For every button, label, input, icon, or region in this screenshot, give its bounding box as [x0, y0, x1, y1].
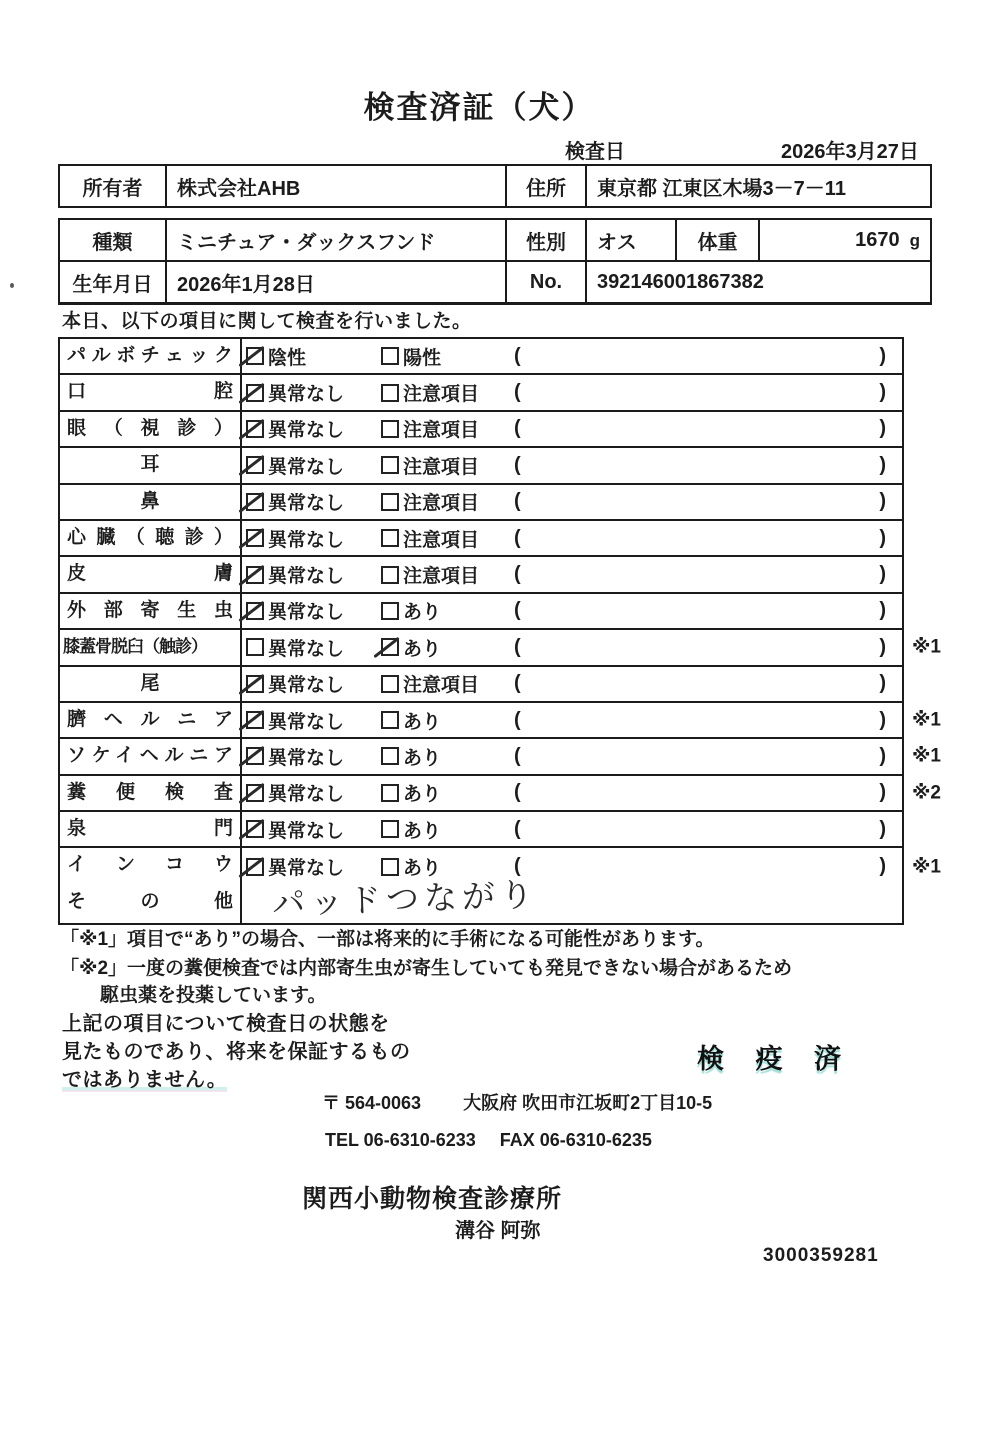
option-label: 異常なし — [268, 420, 345, 442]
option-label: 注意項目 — [403, 384, 480, 406]
inspection-row — [60, 339, 902, 375]
checkbox[interactable] — [381, 747, 399, 765]
option-label: 異常なし — [268, 820, 345, 842]
paren-open: ( — [514, 855, 521, 878]
check-slash-mark — [238, 710, 264, 731]
checkbox[interactable] — [246, 820, 264, 838]
paren-open: ( — [514, 635, 521, 658]
serial-number: 3000359281 — [763, 1245, 879, 1266]
footnote-ref: ※2 — [911, 782, 941, 804]
checkbox[interactable] — [381, 384, 399, 402]
checkbox[interactable] — [246, 456, 264, 474]
option-1 — [242, 488, 377, 515]
remarks-field — [512, 381, 902, 404]
paren-open: ( — [514, 490, 521, 513]
remarks-field — [512, 454, 902, 477]
footnote-ref: ※1 — [911, 745, 941, 767]
remarks-field — [512, 672, 902, 695]
breed-value: ミニチュア・ダックスフンド — [166, 219, 506, 261]
remarks-field — [512, 563, 902, 586]
option-label: 異常なし — [268, 675, 345, 697]
inspection-row-options — [242, 703, 902, 737]
weight-label: 体重 — [676, 219, 759, 261]
remarks-field — [512, 345, 902, 368]
option-2 — [377, 343, 512, 370]
address-label: 住所 — [506, 165, 586, 207]
checkbox[interactable] — [246, 384, 264, 402]
check-slash-mark — [238, 673, 264, 694]
page-title: 検査済証（犬） — [363, 90, 595, 125]
inspection-row — [60, 630, 941, 666]
paren-close: ) — [879, 344, 886, 367]
option-1 — [242, 634, 377, 661]
checkbox[interactable] — [246, 602, 264, 620]
inspection-row-options — [242, 630, 902, 664]
check-slash-mark — [238, 856, 264, 877]
disclaimer-line-3: ではありません。 — [62, 1063, 227, 1092]
check-slash-mark — [238, 492, 264, 513]
checkbox[interactable] — [381, 493, 399, 511]
inspection-row — [60, 412, 902, 448]
inspection-row-options — [242, 776, 902, 810]
option-label: あり — [403, 784, 442, 806]
paren-close: ) — [879, 817, 886, 840]
checkbox[interactable] — [246, 347, 264, 365]
option-label: あり — [403, 638, 442, 660]
option-1 — [242, 343, 377, 370]
option-label: あり — [403, 820, 442, 842]
inspection-item-label: 心臓（聴診） — [60, 521, 242, 555]
clinic-name: 関西小動物検査診療所 — [302, 1185, 563, 1213]
option-label: 注意項目 — [403, 456, 480, 478]
check-slash-mark — [238, 783, 264, 804]
option-2 — [377, 379, 512, 406]
option-label: 異常なし — [268, 529, 345, 551]
paren-close: ) — [879, 781, 886, 804]
paren-open: ( — [514, 744, 521, 767]
inspection-row — [60, 776, 941, 812]
checkbox[interactable] — [381, 420, 399, 438]
footnote-ref: ※1 — [911, 636, 941, 658]
option-2 — [377, 488, 512, 515]
option-label: あり — [403, 858, 442, 880]
check-slash-mark — [238, 528, 264, 549]
paren-close: ) — [879, 490, 886, 513]
option-label: 陽性 — [403, 347, 442, 369]
option-1 — [242, 525, 377, 552]
checkbox[interactable] — [381, 820, 399, 838]
option-label: 注意項目 — [403, 529, 480, 551]
paren-close: ) — [879, 381, 886, 404]
scan-artifact-dot — [10, 283, 14, 288]
inspection-date-label: 検査日 — [565, 141, 625, 163]
clinic-address-line — [322, 1089, 712, 1115]
paren-open: ( — [514, 344, 521, 367]
inspection-row-options — [242, 412, 902, 446]
footnote-ref: ※1 — [911, 709, 941, 731]
checkbox[interactable] — [381, 602, 399, 620]
option-1 — [242, 670, 377, 697]
inspection-row-options — [242, 448, 902, 482]
checkbox[interactable] — [246, 420, 264, 438]
sex-value: オス — [586, 219, 676, 261]
inspection-item-label: 鼻 — [60, 485, 242, 519]
paren-close: ) — [879, 744, 886, 767]
paren-open: ( — [514, 381, 521, 404]
option-label: 注意項目 — [403, 493, 480, 515]
check-slash-mark — [238, 382, 264, 403]
paren-open: ( — [514, 672, 521, 695]
clinic-fax: FAX 06-6310-6235 — [499, 1130, 652, 1150]
remarks-field — [512, 490, 902, 513]
option-label: 異常なし — [268, 602, 345, 624]
footnote-1: 「※1」項目で“あり”の場合、一部は将来的に手術になる可能性があります。 — [60, 929, 715, 950]
inspection-row — [60, 448, 902, 484]
examiner-name: 溝谷 阿弥 — [455, 1220, 541, 1242]
remarks-field — [512, 417, 902, 440]
option-label: 異常なし — [268, 493, 345, 515]
option-2 — [377, 634, 512, 661]
address-value: 東京都 江東区木場3－7－11 — [586, 165, 931, 207]
birthdate-value: 2026年1月28日 — [166, 261, 506, 304]
checkbox[interactable] — [246, 858, 264, 876]
option-2 — [377, 452, 512, 479]
inspection-row — [60, 485, 902, 521]
weight-number: 1670 — [855, 228, 900, 251]
inspection-item-label: 糞便検査 — [60, 776, 242, 810]
inspection-item-label: 尾 — [60, 667, 242, 701]
option-1 — [242, 597, 377, 624]
option-label: 異常なし — [268, 747, 345, 769]
inspection-row — [60, 739, 941, 775]
check-slash-mark — [238, 346, 264, 367]
option-2 — [377, 670, 512, 697]
checkbox[interactable] — [246, 493, 264, 511]
inspection-item-label: 眼（視診） — [60, 412, 242, 446]
remarks-field — [512, 781, 902, 804]
remarks-field — [512, 636, 902, 659]
option-label: 異常なし — [268, 711, 345, 733]
remarks-field — [512, 599, 902, 622]
option-1 — [242, 415, 377, 442]
owner-value: 株式会社AHB — [166, 165, 506, 207]
option-label: 異常なし — [268, 784, 345, 806]
paren-close: ) — [879, 635, 886, 658]
inspection-row — [60, 667, 902, 703]
paren-close: ) — [879, 672, 886, 695]
inspection-row — [60, 375, 902, 411]
disclaimer-line-1: 上記の項目について検査日の状態を — [62, 1013, 390, 1035]
remarks-field — [512, 709, 902, 732]
paren-close: ) — [879, 417, 886, 440]
check-slash-mark — [238, 455, 264, 476]
owner-table — [58, 164, 932, 208]
check-slash-mark — [238, 419, 264, 440]
inspection-item-label: 臍ヘルニア — [60, 703, 242, 737]
inspection-rows — [60, 339, 941, 885]
checkbox[interactable] — [381, 675, 399, 693]
inspection-row-options — [242, 339, 902, 373]
option-label: あり — [403, 602, 442, 624]
option-1 — [242, 779, 377, 806]
remarks-field — [512, 818, 902, 841]
option-1 — [242, 816, 377, 843]
inspection-row — [60, 703, 941, 739]
paren-open: ( — [514, 708, 521, 731]
option-label: 異常なし — [268, 384, 345, 406]
intro-text: 本日、以下の項目に関して検査を行いました。 — [62, 311, 472, 332]
paren-open: ( — [514, 453, 521, 476]
inspection-table — [58, 337, 941, 925]
checkbox[interactable] — [381, 784, 399, 802]
no-label: No. — [506, 261, 586, 304]
option-2 — [377, 561, 512, 588]
option-label: 陰性 — [268, 347, 307, 369]
remarks-field — [512, 745, 902, 768]
option-2 — [377, 525, 512, 552]
paren-close: ) — [879, 453, 886, 476]
paren-close: ) — [879, 708, 886, 731]
paren-open: ( — [514, 563, 521, 586]
inspection-item-label: 口腔 — [60, 375, 242, 409]
option-label: 注意項目 — [403, 420, 480, 442]
option-1 — [242, 743, 377, 770]
option-label: 異常なし — [268, 566, 345, 588]
handwritten-note: パッドつながり — [271, 875, 539, 924]
inspection-row-other — [60, 875, 902, 924]
option-label: あり — [403, 711, 442, 733]
inspection-date-value: 2026年3月27日 — [781, 141, 919, 163]
checkbox[interactable] — [246, 566, 264, 584]
remarks-field — [512, 527, 902, 550]
option-2 — [377, 707, 512, 734]
checkbox[interactable] — [246, 711, 264, 729]
option-2 — [377, 743, 512, 770]
sex-label: 性別 — [506, 219, 586, 261]
birthdate-label: 生年月日 — [59, 261, 166, 304]
paren-open: ( — [514, 526, 521, 549]
option-1 — [242, 707, 377, 734]
other-row-content — [242, 875, 902, 924]
no-value: 392146001867382 — [586, 261, 931, 304]
inspection-row-options — [242, 812, 902, 846]
paren-close: ) — [879, 563, 886, 586]
footnote-ref: ※1 — [911, 856, 941, 878]
checkbox[interactable] — [246, 529, 264, 547]
paren-open: ( — [514, 781, 521, 804]
inspection-row — [60, 594, 902, 630]
checkbox[interactable] — [381, 347, 399, 365]
option-1 — [242, 452, 377, 479]
inspection-row — [60, 521, 902, 557]
check-slash-mark — [238, 746, 264, 767]
paren-open: ( — [514, 599, 521, 622]
weight-unit: g — [909, 230, 920, 250]
inspection-item-label: 皮膚 — [60, 557, 242, 591]
inspection-row-options — [242, 375, 902, 409]
option-label: 注意項目 — [403, 675, 480, 697]
option-2 — [377, 597, 512, 624]
check-slash-mark — [238, 819, 264, 840]
inspection-item-label: インコウ — [60, 848, 242, 884]
option-2 — [377, 779, 512, 806]
checkbox[interactable] — [246, 638, 264, 656]
inspection-item-label: その他 — [60, 885, 242, 923]
inspection-item-label: 膝蓋骨脱臼（触診） — [60, 630, 242, 664]
inspection-row-options — [242, 557, 902, 591]
disclaimer-line-2: 見たものであり、将来を保証するもの — [62, 1041, 411, 1063]
inspection-row — [60, 557, 902, 593]
inspection-row-options — [242, 739, 902, 773]
inspection-item-label: ソケイヘルニア — [60, 739, 242, 773]
pet-table — [58, 218, 932, 305]
option-label: 異常なし — [268, 638, 345, 660]
checkbox[interactable] — [246, 675, 264, 693]
option-label: 異常なし — [268, 858, 345, 880]
inspection-row-options — [242, 521, 902, 555]
weight-value — [759, 219, 931, 261]
checkbox[interactable] — [381, 566, 399, 584]
quarantine-stamp: 検 疫 済 — [697, 1044, 854, 1074]
paren-open: ( — [514, 817, 521, 840]
option-1 — [242, 379, 377, 406]
checkbox[interactable] — [381, 711, 399, 729]
checkbox[interactable] — [246, 784, 264, 802]
inspection-item-label: 外部寄生虫 — [60, 594, 242, 628]
breed-label: 種類 — [59, 219, 166, 261]
inspection-row-options — [242, 594, 902, 628]
option-label: 異常なし — [268, 456, 345, 478]
option-label: 注意項目 — [403, 566, 480, 588]
footnote-2-cont: 駆虫薬を投薬しています。 — [100, 985, 327, 1006]
inspection-row — [60, 812, 902, 848]
inspection-item-label: 耳 — [60, 448, 242, 482]
check-slash-mark — [373, 637, 399, 658]
check-slash-mark — [238, 601, 264, 622]
footnote-2: 「※2」一度の糞便検査では内部寄生虫が寄生していても発見できない場合があるため — [60, 958, 793, 979]
inspection-item-label: 泉門 — [60, 812, 242, 846]
paren-close: ) — [879, 599, 886, 622]
inspection-item-label: パルボチェック — [60, 339, 242, 373]
check-slash-mark — [238, 564, 264, 585]
option-1 — [242, 561, 377, 588]
checkbox[interactable] — [381, 638, 399, 656]
clinic-tel: TEL 06-6310-6233 — [325, 1130, 476, 1150]
clinic-telfax-line — [325, 1130, 652, 1151]
option-label: あり — [403, 747, 442, 769]
paren-open: ( — [514, 417, 521, 440]
option-2 — [377, 415, 512, 442]
paren-close: ) — [879, 526, 886, 549]
remarks-field — [512, 855, 902, 878]
checkbox[interactable] — [381, 529, 399, 547]
paren-close: ) — [879, 855, 886, 878]
owner-label: 所有者 — [59, 165, 166, 207]
inspection-row-options — [242, 667, 902, 701]
inspection-row-options — [242, 485, 902, 519]
option-2 — [377, 816, 512, 843]
checkbox[interactable] — [246, 747, 264, 765]
clinic-postal-code: 〒 564-0063 — [322, 1093, 422, 1113]
clinic-address: 大阪府 吹田市江坂町2丁目10-5 — [463, 1093, 713, 1113]
checkbox[interactable] — [381, 456, 399, 474]
